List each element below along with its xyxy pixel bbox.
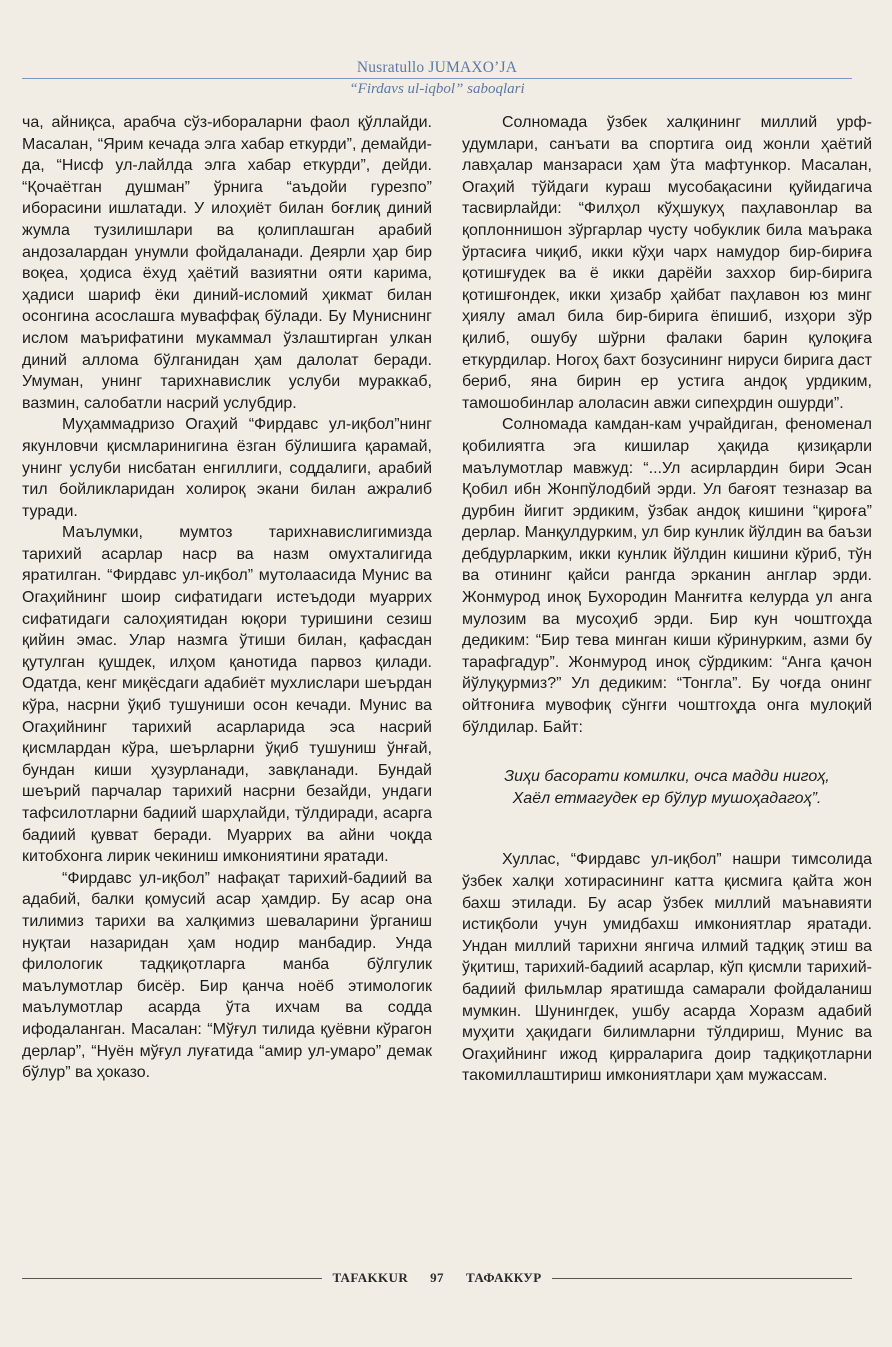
paragraph: Солномада камдан-кам учрайдиган, феноменал қобилиятга эга кишилар ҳақида қизиқарли маълумотлар мавжуд: “...Ул асирлардин бири Эсан Қобил ибн Жонпўлодбий эрди. Ул бағоят тезназар ва дурбин йигит эрдиким, ўзбак андоқ кишини “қироға” дерлар. Манқулдурким, ул бир кунлик йўлдин ва баъзи дебдурларким, икки кунлик йўлдин кишини кўриб, тўн ва отининг қайси рангда эрканин англар эрди. Жонмурод иноқ Бухородин Манғитға келурда ул анга мулозим ва мусоҳиб эрди. Бир кун чоштгоҳда дедиким: “Бир тева минган киши кўринурким, азми бу тарафгадур”. Жонмурод иноқ сўрдиким: “Анга қачон йўлуқурмиз?” Ул дедиким: “Тонгла”. Бу чоғда онинг ойтғониға мувофиқ сўнгғи чоштгоҳда онга мулоқий бўлдилар. Байт:: [462, 416, 872, 736]
verse-line: Хаёл етмагудек ер бўлур мушоҳадагоҳ”.: [512, 789, 822, 807]
footer-magazine-latin: TAFAKKUR: [332, 1270, 409, 1285]
header-author: Nusratullo JUMAXO’JA: [356, 59, 518, 76]
footer-rule-right: [552, 1278, 852, 1279]
paragraph: Хуллас, “Фирдавс ул-иқбол” нашри тимсолида ўзбек халқи хотирасининг катта қисмига қайта жон бахш этилади. Бу асар ўзбек миллий маънавияти истиқболи учун умидбахш имкониятлар яратади. Ундан миллий тарихни янгича илмий тадқиқ этиш ва ўқитиш, тарихий-бадиий асарлар, кўп қисмли тарихий-бадиий фильмлар яратишда самарали фойдаланиш мумкин. Шунингдек, ушбу асарда Хоразм адабий муҳити ҳақидаги билимларни тўлдириш, Мунис ва Огаҳийнинг ижод қирраларига доир тадқиқотларни такомиллаштириш имкониятлари ҳам мужассам.: [462, 851, 872, 1085]
footer-rule-left: [22, 1278, 322, 1279]
page-number: 97: [430, 1270, 444, 1285]
verse-line: Зиҳи басорати комилки, очса мадди нигоҳ,: [504, 768, 830, 786]
paragraph: Солномада ўзбек халқининг миллий урф-удумлари, санъати ва спортига оид жонли ҳаётий лавҳалар манзараси ҳам ўта мафтункор. Масалан, Огаҳий тўйдаги кураш мусобақасини қуйидагича тасвирлайди: “Филҳол кўҳшукуҳ паҳлавонлар ва қоплоннишон зўргарлар чусту чобуклик била маърака ўртасиға чиқиб, икки кўҳи чарх намудор бир-бириға қотишғудек ва ё икки дарёйи заххор бир-бирига қотишғондек, икки ҳизабр ҳайбат паҳлавон юз минг ҳиялу амал била бир-бирига ёпишиб, изҳори зўр қилиб, ошубу шўрни фалаки барин қулоқиға еткурдилар. Ногоҳ бахт бозусининг нируси бирига даст бериб, яна бирин ер устига андоқ урдиким, тамошобинлар алоласин авжи сипеҳрдин ошурди”.: [462, 114, 872, 412]
right-column: [462, 112, 872, 1087]
paragraph: Муҳаммадризо Огаҳий “Фирдавс ул-иқбол”нинг якунловчи қисмларинигина ёзган бўлишига қарамай, унинг услуби нисбатан енгиллиги, соддалиги, арабий тил бойликларидан холироқ экани билан ажралиб туради.: [22, 416, 432, 520]
page-footer: [22, 1268, 852, 1288]
left-column: [22, 112, 432, 1084]
footer-magazine-cyrillic: ТАФАККУР: [465, 1270, 542, 1285]
header-subtitle: “Firdavs ul-iqbol” saboqlari: [349, 81, 525, 97]
paragraph: Маълумки, мумтоз тарихнавислигимизда тарихий асарлар наср ва назм омухталигида яратилган. “Фирдавс ул-иқбол” мутолаасида Мунис ва Огаҳийнинг шоир сифатидаги истеъдоди муаррих сифатидаги салоҳиятидан юқори туришини сезиш қийин эмас. Улар назмга ўтиши билан, қафасдан қутулган қушдек, илҳом қанотида парвоз қилади. Одатда, кенг миқёсдаги адабиёт мухлислари шеърдан кўра, насрни ўқиб тушуниши осон кечади. Мунис ва Огаҳийнинг тарихий асарларида эса насрий қисмлардан кўра, шеърларни ўқиб тушуниш ўнғай, бундан киши ҳузурланади, завқланади. Бундай шеърий парчалар тарихий насрни безайди, ундаги тафсилотларни бадиий шарҳлайди, тўлдиради, асарга бадиий қувват беради. Муаррих ва айни чоқда китобхонга лирик чекиниш имкониятини яратади.: [22, 524, 432, 866]
paragraph: ча, айниқса, арабча сўз-ибораларни фаол қўллайди. Масалан, “Ярим кечада элга хабар еткурди”, демайди-да, “Нисф ул-лайлда элга хабар еткурди”, дейди. “Қочаётган душман” ўрнига “аъдойи гурезпо” иборасини ишлатади. У илоҳиёт билан боғлиқ диний жумла тузилишлари ва қолиплашган арабий андозалардан унумли фойдаланади. Деярли ҳар бир воқеа, ҳодиса ёхуд ҳаётий вазиятни ояти карима, ҳадиси шариф ёки диний-исломий ҳикмат билан осонгина асослашга муваффақ бўлади. Бу Муниснинг ислом маърифатини мукаммал ўзлаштирган улкан диний аллома бўлганидан ҳам далолат беради. Умуман, унинг тарихнавислик услуби мураккаб, вазмин, салобатли насрий услубдир.: [22, 114, 432, 412]
running-header: [22, 58, 852, 104]
verse-block: [462, 766, 872, 809]
header-rule: [22, 78, 852, 79]
paragraph: “Фирдавс ул-иқбол” нафақат тарихий-бадиий ва адабий, балки қомусий асар ҳамдир. Бу асар она тилимиз тарихи ва халқимиз шеваларини ўрганиш нуқтаи назаридан ҳам нодир манбадир. Унда филологик тадқиқотларга манба бўлгулик маълумотлар бисёр. Бир қанча ноёб этимологик маълумотлар асарда ўта ихчам ва содда ифодаланган. Масалан: “Мўғул тилида қуёвни кўрагон дерлар”, “Нуён мўғул луғатида “амир ул-умаро” демак бўлур” ва ҳоказо.: [22, 869, 432, 1082]
